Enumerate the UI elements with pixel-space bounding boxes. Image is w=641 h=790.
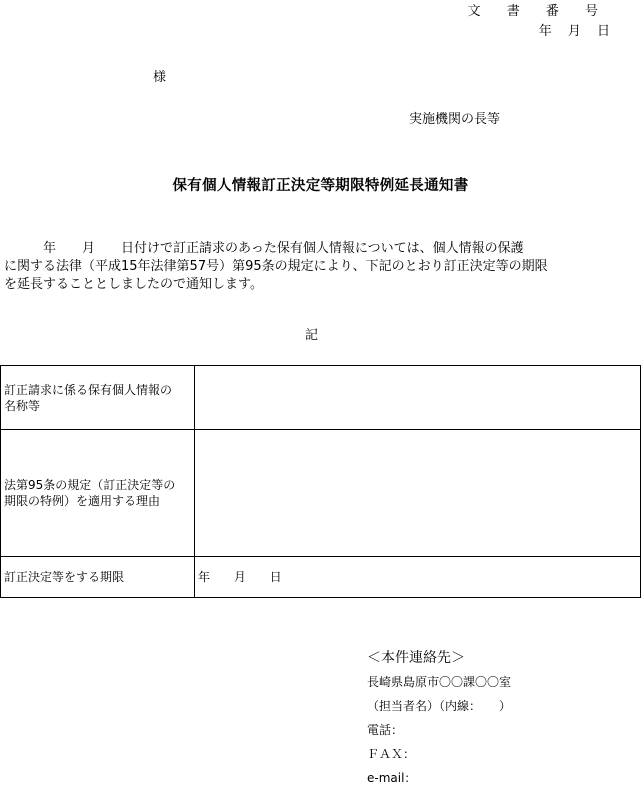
contact-fax: ＦＡＸ：	[367, 747, 416, 761]
contact-phone: 電話：	[367, 723, 404, 737]
label-line: 名称等	[4, 398, 41, 413]
ki-heading: 記	[304, 328, 318, 343]
row-value-info-name	[195, 366, 641, 430]
sender-name: 実施機関の長等	[409, 112, 501, 127]
details-table	[0, 365, 641, 598]
contact-person: （担当者名）（内線： ）	[367, 699, 512, 713]
table-row	[1, 557, 641, 598]
notice-body-line: を延長することとしましたので通知します。	[4, 277, 263, 292]
label-line: 訂正請求に係る保有個人情報の	[4, 382, 173, 397]
row-label-reason	[1, 430, 195, 557]
contact-heading: ＜本件連絡先＞	[367, 650, 465, 666]
document-title: 保有個人情報訂正決定等期限特例延長通知書	[172, 178, 469, 194]
label-line: 訂正決定等をする期限	[4, 570, 125, 584]
issue-date-label: 年 月 日	[538, 24, 610, 39]
row-value-reason	[195, 430, 641, 557]
row-label-deadline	[1, 557, 195, 598]
label-line: 期限の特例）を適用する理由	[4, 494, 161, 508]
notice-body	[4, 240, 638, 294]
addressee-suffix: 様	[153, 70, 167, 85]
contact-email: e-mail：	[367, 771, 417, 785]
contact-department: 長崎県島原市〇〇課〇〇室	[367, 675, 512, 689]
row-value-deadline: 年 月 日	[195, 557, 641, 598]
notice-body-line: に関する法律（平成15年法律第57号）第95条の規定により、下記のとおり訂正決定等の期限	[4, 259, 548, 274]
contact-block	[367, 646, 511, 790]
table-row	[1, 430, 641, 557]
row-label-info-name	[1, 366, 195, 430]
document-number-label: 文 書 番 号	[467, 4, 609, 19]
label-line: 法第95条の規定（訂正決定等の	[4, 478, 176, 492]
notice-body-line: 年 月 日付けで訂正請求のあった保有個人情報については、個人情報の保護	[4, 241, 524, 256]
table-row	[1, 366, 641, 430]
